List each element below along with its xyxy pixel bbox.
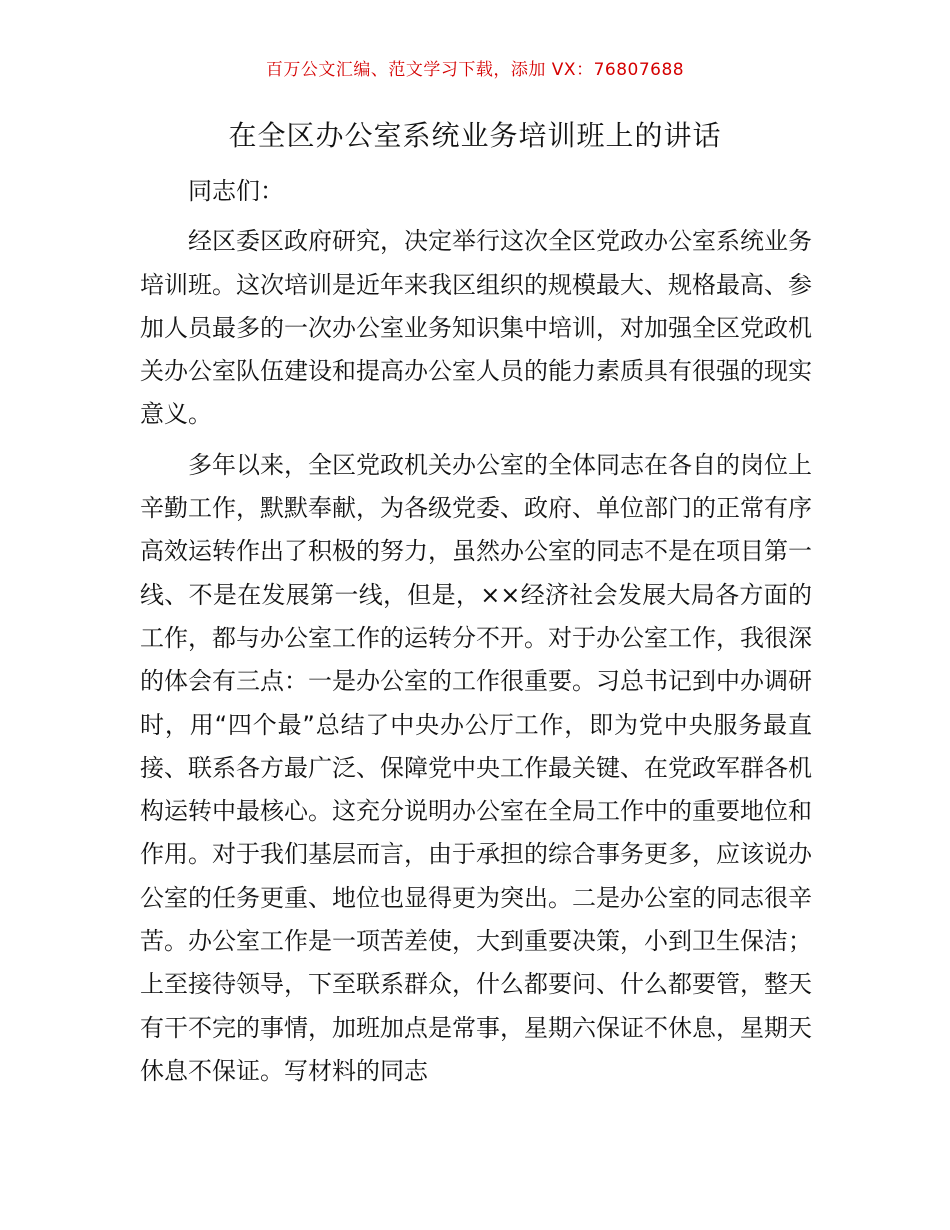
paragraph-1: 经区委区政府研究，决定举行这次全区党政办公室系统业务培训班。这次培训是近年来我区组织的规模最大、规格最高、参加人员最多的一次办公室业务知识集中培训，对加强全区党政机关办公室队伍建设和提高办公室人员的能力素质具有很强的现实意义。 <box>140 227 812 429</box>
document-title: 在全区办公室系统业务培训班上的讲话 <box>228 119 722 152</box>
paragraph-2: 多年以来，全区党政机关办公室的全体同志在各自的岗位上辛勤工作，默默奉献，为各级党委、政府、单位部门的正常有序高效运转作出了积极的努力，虽然办公室的同志不是在项目第一线、不是在发展第一线，但是，××经济社会发展大局各方面的工作，都与办公室工作的运转分不开。对于办公室工作，我很深的体会有三点：一是办公室的工作很重要。习总书记到中办调研时，用“四个最”总结了中央办公厅工作，即为党中央服务最直接、联系各方最广泛、保障党中央工作最关键、在党政军群各机构运转中最核心。这充分说明办公室在全局工作中的重要地位和作用。对于我们基层而言，由于承担的综合事务更多，应该说办公室的任务更重、地位也显得更为突出。二是办公室的同志很辛苦。办公室工作是一项苦差使，大到重要决策，小到卫生保洁；上至接待领导，下至联系群众，什么都要问、什么都要管，整天有干不完的事情，加班加点是常事，星期六保证不休息，星期天休息不保证。写材料的同志 <box>140 450 812 1085</box>
salutation: 同志们： <box>188 177 284 205</box>
header-note: 百万公文汇编、范文学习下载，添加 VX：76807688 <box>265 60 685 80</box>
document-body <box>140 170 812 1093</box>
